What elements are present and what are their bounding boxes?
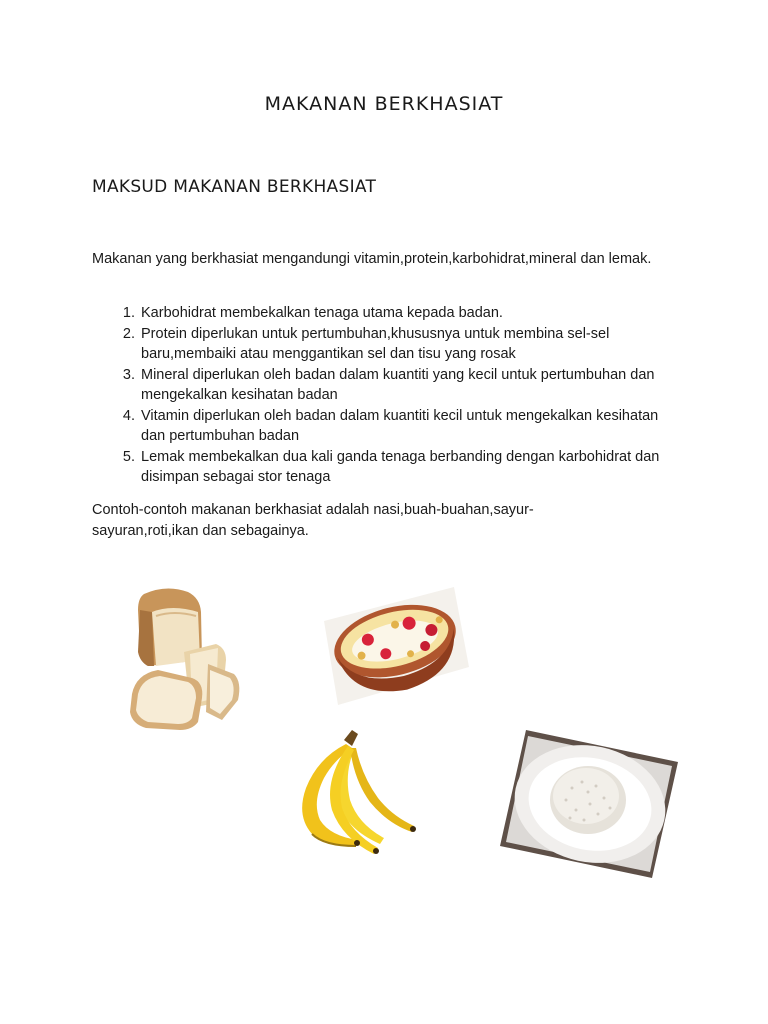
document-title: MAKANAN BERKHASIAT <box>264 93 504 115</box>
list-item: 5. Lemak membekalkan dua kali ganda tenaga berbanding dengan karbohidrat dan disimpan sebagai stor tenaga <box>139 447 672 488</box>
banana-image <box>284 728 419 858</box>
bread-image <box>126 582 246 737</box>
cereal-bowl-image <box>324 587 469 705</box>
intro-paragraph: Makanan yang berkhasiat mengandungi vitamin,protein,karbohidrat,mineral dan lemak. <box>92 251 652 267</box>
list-item: 1. Karbohidrat membekalkan tenaga utama kepada badan. <box>139 303 672 324</box>
section-heading: MAKSUD MAKANAN BERKHASIAT <box>92 177 377 197</box>
list-item: 4. Vitamin diperlukan oleh badan dalam kuantiti kecil untuk mengekalkan kesihatan dan pertumbuhan badan <box>139 406 672 447</box>
examples-paragraph: Contoh-contoh makanan berkhasiat adalah nasi,buah-buahan,sayur-sayuran,roti,ikan dan sebagainya. <box>92 502 534 539</box>
nutrient-list <box>92 303 672 488</box>
rice-plate-image <box>500 730 678 878</box>
list-item: 2. Protein diperlukan untuk pertumbuhan,khususnya untuk membina sel-sel baru,membaiki atau menggantikan sel dan tisu yang rosak <box>139 324 672 365</box>
list-item: 3. Mineral diperlukan oleh badan dalam kuantiti yang kecil untuk pertumbuhan dan mengekalkan kesihatan badan <box>139 365 672 406</box>
